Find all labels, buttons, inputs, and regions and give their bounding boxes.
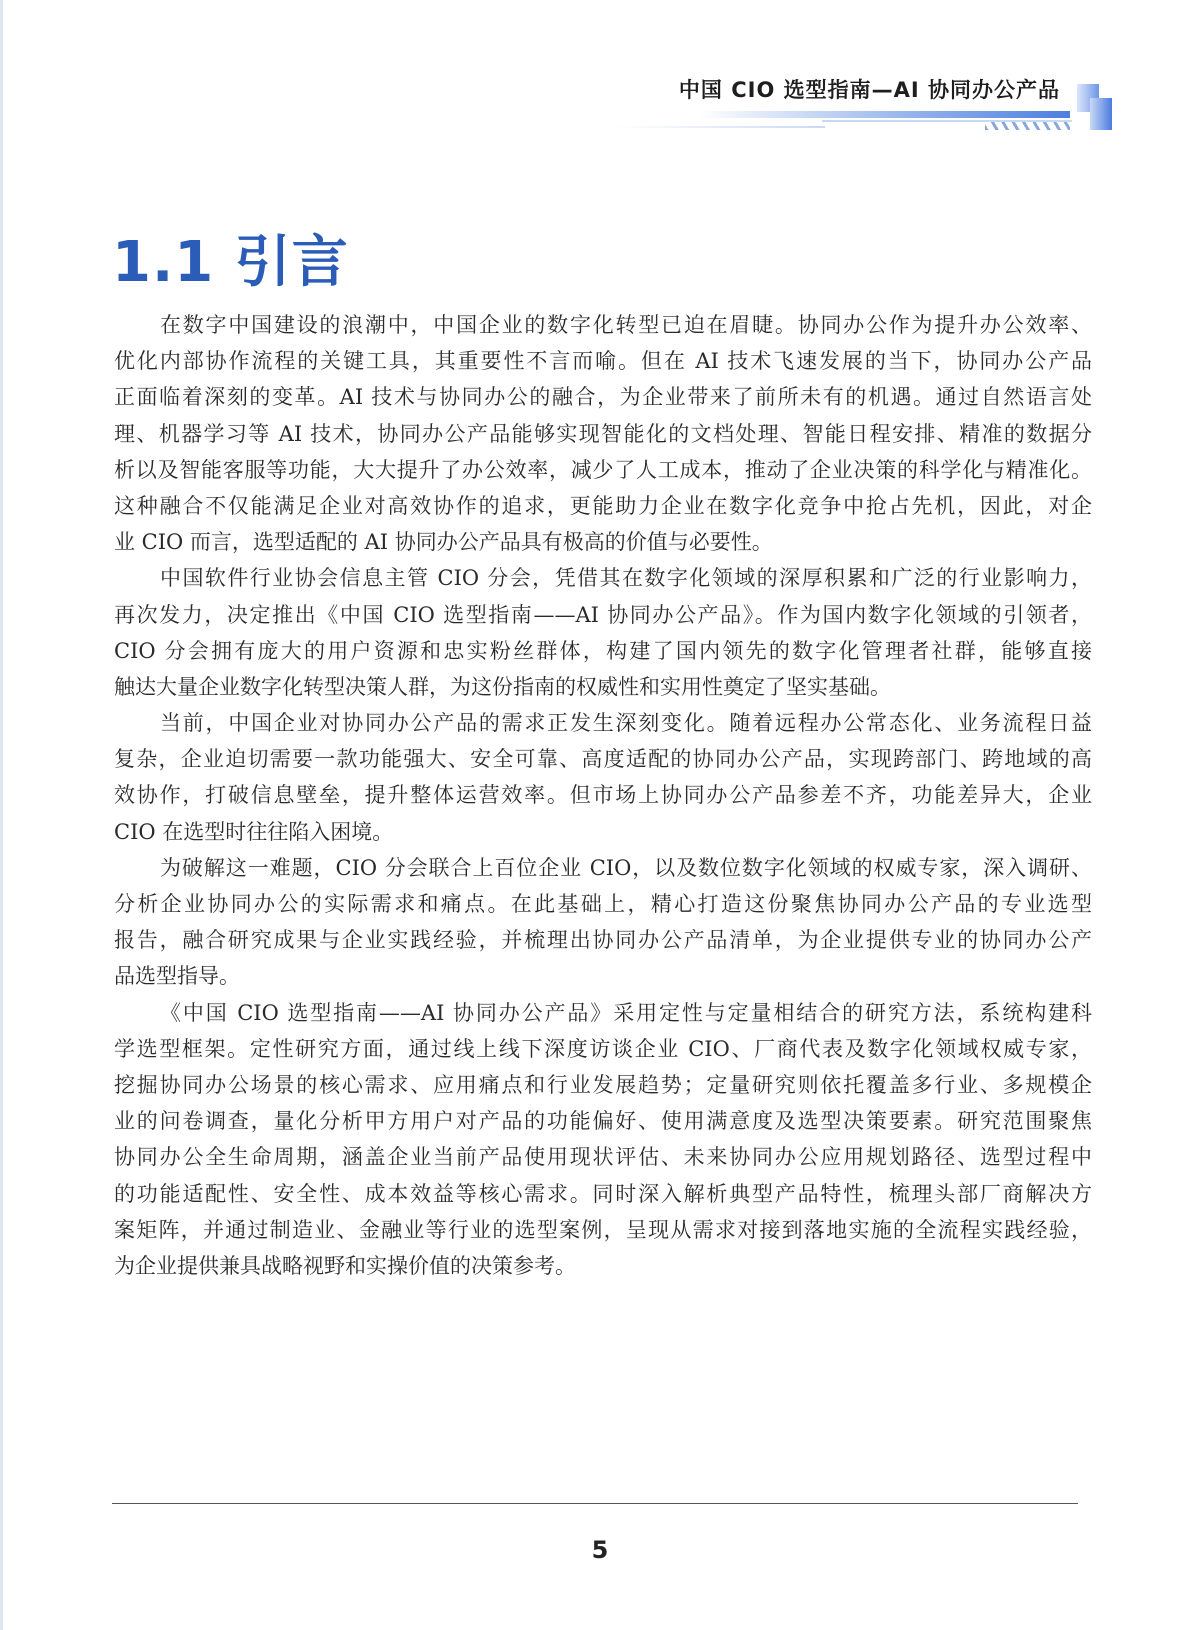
paragraph xyxy=(114,560,1092,705)
paragraph-line: 这种融合不仅能满足企业对高效协作的追求，更能助力企业在数字化竞争中抢占先机，因此，对企 xyxy=(114,493,1092,518)
paragraph-line: 中国软件行业协会信息主管 CIO 分会，凭借其在数字化领域的深厚积累和广泛的行业影响力， xyxy=(160,566,1092,591)
paragraph-line: CIO 分会拥有庞大的用户资源和忠实粉丝群体，构建了国内领先的数字化管理者社群，能够直接 xyxy=(114,638,1092,663)
footer-rule xyxy=(112,1503,1078,1504)
header-square-decoration xyxy=(1090,98,1112,130)
paragraph-line: 的功能适配性、安全性、成本效益等核心需求。同时深入解析典型产品特性，梳理头部厂商解决方 xyxy=(114,1181,1092,1206)
header-stripes-decoration xyxy=(985,122,1070,130)
paragraph-line: 报告，融合研究成果与企业实践经验，并梳理出协同办公产品清单，为企业提供专业的协同办公产 xyxy=(114,928,1092,953)
paragraph xyxy=(114,307,1092,560)
paragraph-line: 分析企业协同办公的实际需求和痛点。在此基础上，精心打造这份聚焦协同办公产品的专业选型 xyxy=(114,892,1092,916)
paragraph-line: 复杂，企业迫切需要一款功能强大、安全可靠、高度适配的协同办公产品，实现跨部门、跨地域的高 xyxy=(114,747,1092,772)
page-number: 5 xyxy=(591,1536,609,1564)
paragraph xyxy=(114,995,1092,1285)
header-title: 中国 CIO 选型指南—AI 协同办公产品 xyxy=(678,78,1060,102)
paragraph-line: 挖掘协同办公场景的核心需求、应用痛点和行业发展趋势；定量研究则依托覆盖多行业、多规模企 xyxy=(114,1072,1092,1097)
header-gradient-bar xyxy=(700,111,1070,118)
paragraph-line: 理、机器学习等 AI 技术，协同办公产品能够实现智能化的文档处理、智能日程安排、精准的数据分 xyxy=(114,421,1092,446)
paragraph-line: 当前，中国企业对协同办公产品的需求正发生深刻变化。随着远程办公常态化、业务流程日益 xyxy=(160,711,1092,736)
paragraph-line: 效协作，打破信息壁垒，提升整体运营效率。但市场上协同办公产品参差不齐，功能差异大，企业 xyxy=(114,783,1092,808)
page-edge xyxy=(0,0,3,1630)
paragraph-line: 协同办公全生命周期，涵盖企业当前产品使用现状评估、未来协同办公应用规划路径、选型过程中 xyxy=(114,1145,1092,1170)
paragraph-line: 析以及智能客服等功能，大大提升了办公效率，减少了人工成本，推动了企业决策的科学化与精准化。 xyxy=(114,457,1092,482)
paragraph-line: 业的问卷调查，量化分析甲方用户对产品的功能偏好、使用满意度及选型决策要素。研究范围聚焦 xyxy=(114,1109,1092,1134)
paragraph-line: 为破解这一难题，CIO 分会联合上百位企业 CIO，以及数位数字化领域的权威专家，深入调研、 xyxy=(160,855,1092,880)
paragraph xyxy=(114,705,1092,850)
section-heading: 1.1 引言 xyxy=(112,230,349,295)
body-text xyxy=(114,307,1092,1284)
paragraph-line: 学选型框架。定性研究方面，通过线上线下深度访谈企业 CIO、厂商代表及数字化领域权威专家， xyxy=(114,1036,1092,1061)
paragraph-line: 《中国 CIO 选型指南——AI 协同办公产品》采用定性与定量相结合的研究方法，系统构建科 xyxy=(160,1000,1092,1025)
paragraph-line: 优化内部协作流程的关键工具，其重要性不言而喻。但在 AI 技术飞速发展的当下，协同办公产品 xyxy=(114,349,1092,374)
paragraph xyxy=(114,850,1092,995)
paragraph-line: 业 CIO 而言，选型适配的 AI 协同办公产品具有极高的价值与必要性。 xyxy=(114,530,773,555)
paragraph-line: 品选型指导。 xyxy=(114,964,240,989)
header-rule-left xyxy=(615,126,825,128)
paragraph-line: CIO 在选型时往往陷入困境。 xyxy=(114,819,394,844)
paragraph-line: 正面临着深刻的变革。AI 技术与协同办公的融合，为企业带来了前所未有的机遇。通过自然语言处 xyxy=(114,385,1092,410)
paragraph-line: 在数字中国建设的浪潮中，中国企业的数字化转型已迫在眉睫。协同办公作为提升办公效率、 xyxy=(160,313,1092,337)
paragraph-line: 案矩阵，并通过制造业、金融业等行业的选型案例，呈现从需求对接到落地实施的全流程实践经验， xyxy=(114,1217,1092,1242)
paragraph-line: 为企业提供兼具战略视野和实操价值的决策参考。 xyxy=(114,1253,576,1278)
paragraph-line: 触达大量企业数字化转型决策人群，为这份指南的权威性和实用性奠定了坚实基础。 xyxy=(114,674,891,699)
paragraph-line: 再次发力，决定推出《中国 CIO 选型指南——AI 协同办公产品》。作为国内数字化领域的引领者， xyxy=(114,602,1092,627)
